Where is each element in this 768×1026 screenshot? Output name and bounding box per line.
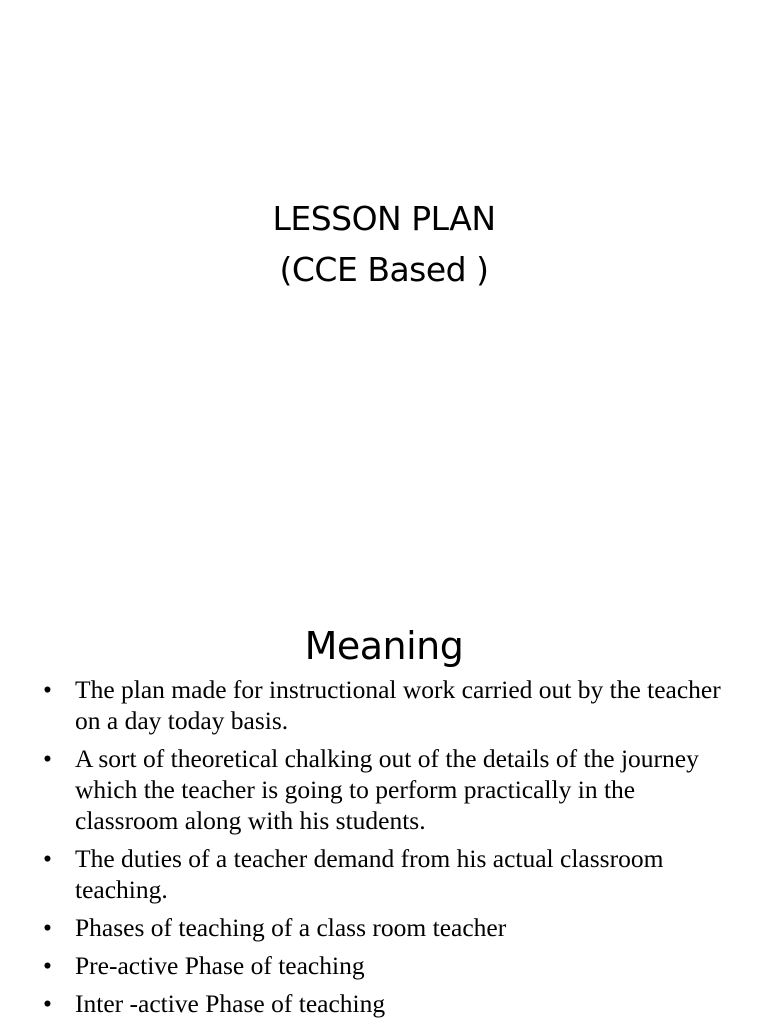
bullet-icon: • — [43, 844, 52, 873]
bullet-text: Inter -active Phase of teaching — [75, 989, 386, 1018]
bullet-item — [0, 988, 768, 1019]
bullet-text: The plan made for instructional work carried out by the teacher on a day today basis. — [75, 675, 721, 735]
title-line-1: LESSON PLAN — [272, 199, 496, 238]
slide-heading: Meaning — [304, 624, 464, 668]
bullet-text: Pre-active Phase of teaching — [75, 951, 365, 980]
bullet-item — [0, 950, 768, 981]
bullet-icon: • — [43, 989, 52, 1018]
bullet-icon: • — [43, 951, 52, 980]
slide-title — [0, 193, 768, 295]
meaning-slide — [0, 576, 768, 1024]
bullet-list — [0, 674, 768, 1026]
bullet-item — [0, 674, 768, 736]
bullet-text: The duties of a teacher demand from his actual classroom teaching. — [75, 844, 664, 904]
bullet-text: A sort of theoretical chalking out of the details of the journey which the teacher is going to perform practically in the classroom along with his students. — [75, 744, 699, 835]
bullet-text: Phases of teaching of a class room teacher — [75, 913, 507, 942]
title-line-2: (CCE Based ) — [279, 250, 489, 289]
bullet-icon: • — [43, 744, 52, 773]
bullet-icon: • — [43, 675, 52, 704]
bullet-icon: • — [43, 913, 52, 942]
bullet-item — [0, 843, 768, 905]
bullet-item — [0, 912, 768, 943]
bullet-item — [0, 743, 768, 836]
